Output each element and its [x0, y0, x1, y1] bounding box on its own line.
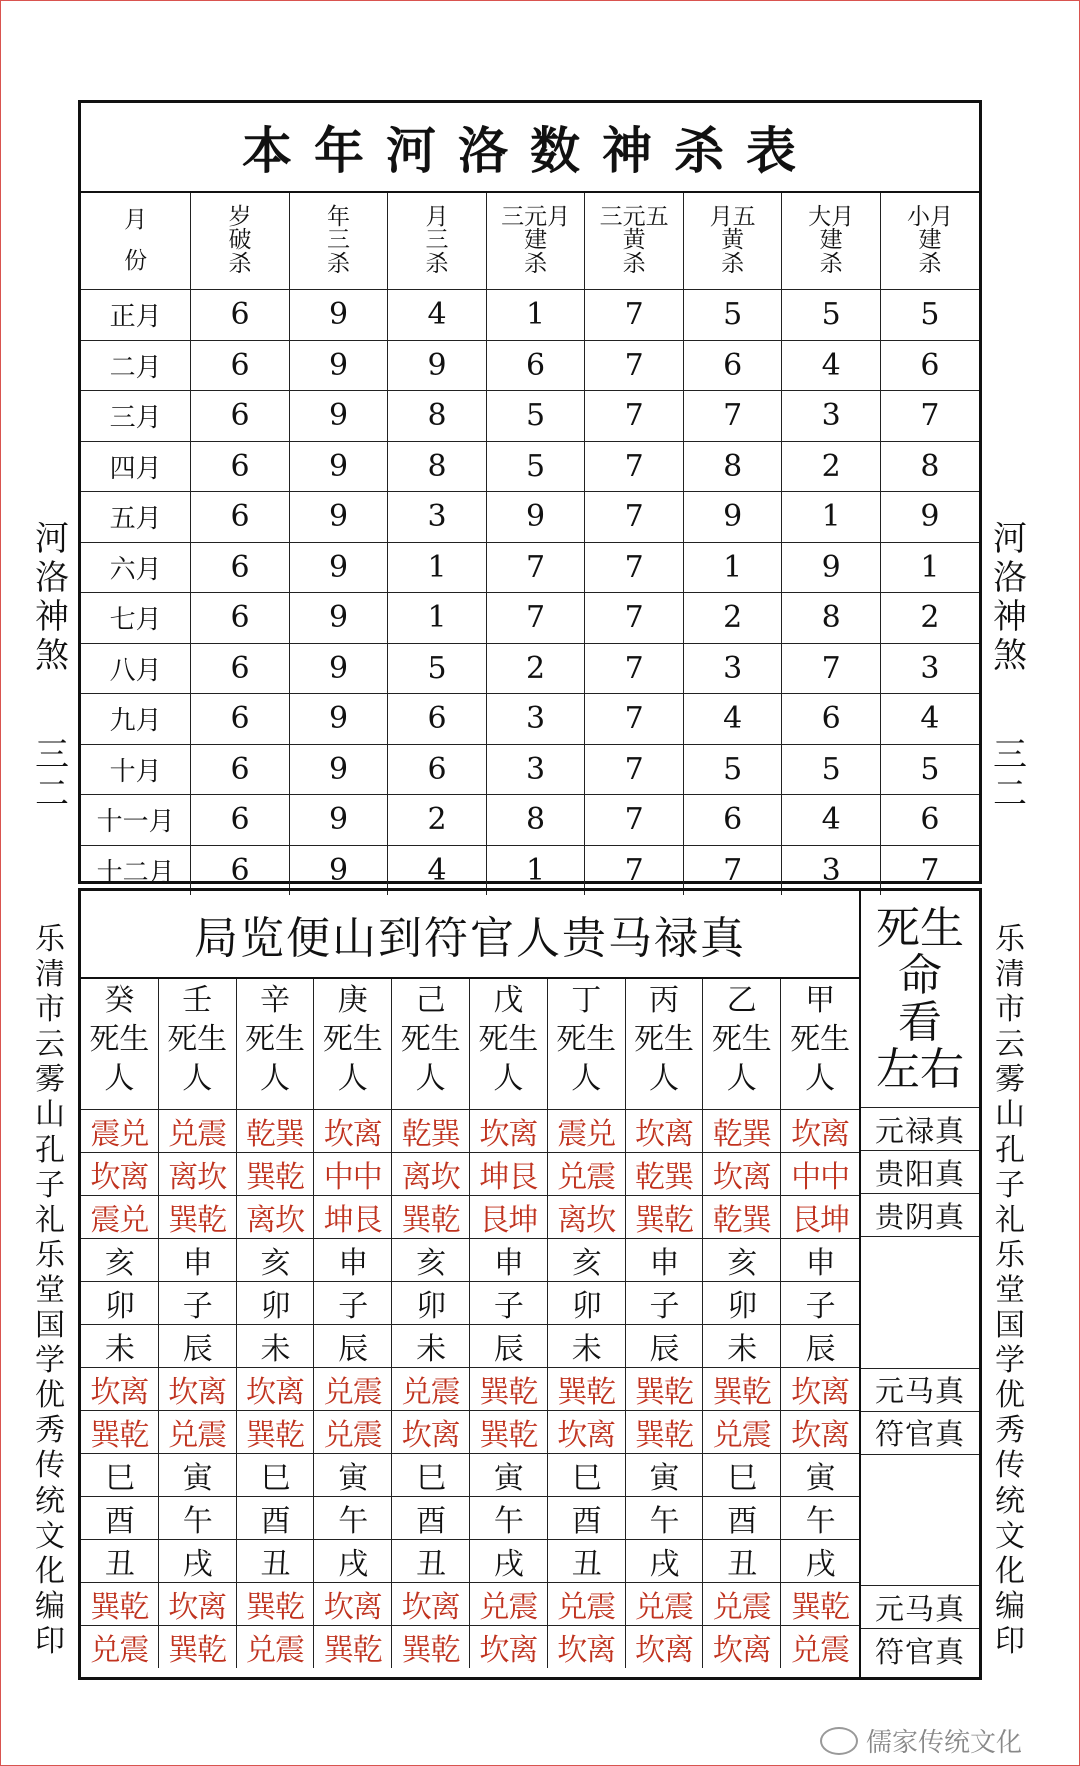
number-cell: 4 — [782, 340, 881, 391]
trigram-cell: 巽乾 — [159, 1626, 237, 1668]
number-cell: 7 — [585, 391, 684, 442]
number-cell: 7 — [585, 441, 684, 492]
trigram-cell: 震兑 — [81, 1110, 159, 1153]
branch-cell: 未 — [392, 1325, 470, 1368]
stem-header: 甲 死生 人 — [781, 979, 859, 1110]
column-header: 三元五 黄 杀 — [585, 193, 684, 290]
trigram-cell: 兑震 — [314, 1368, 392, 1411]
branch-cell: 午 — [159, 1497, 237, 1540]
column-header: 岁 破 杀 — [191, 193, 290, 290]
number-cell: 9 — [289, 542, 388, 593]
number-cell: 2 — [880, 593, 979, 644]
trigram-cell: 巽乾 — [237, 1411, 315, 1454]
left-side-number: 三 二 — [35, 735, 69, 815]
trigram-cell: 坎离 — [159, 1583, 237, 1626]
branch-cell: 未 — [548, 1325, 626, 1368]
trigram-cell: 坎离 — [781, 1110, 859, 1153]
trigram-cell: 中中 — [314, 1153, 392, 1196]
branch-cell: 辰 — [470, 1325, 548, 1368]
number-cell: 5 — [683, 744, 782, 795]
branch-cell: 辰 — [314, 1325, 392, 1368]
trigram-cell: 坎离 — [781, 1411, 859, 1454]
trigram-cell: 离坎 — [392, 1153, 470, 1196]
branch-cell: 未 — [237, 1325, 315, 1368]
lower-table-main — [81, 891, 861, 1677]
number-cell: 8 — [683, 441, 782, 492]
number-cell: 5 — [388, 643, 487, 694]
number-cell: 6 — [388, 744, 487, 795]
branch-cell: 亥 — [703, 1239, 781, 1282]
trigram-cell: 坎离 — [159, 1368, 237, 1411]
number-cell: 6 — [191, 845, 290, 895]
trigram-cell: 巽乾 — [470, 1368, 548, 1411]
watermark — [820, 1722, 1022, 1759]
branch-cell: 未 — [703, 1325, 781, 1368]
column-header: 大月 建 杀 — [782, 193, 881, 290]
month-cell: 三月 — [81, 391, 191, 442]
branch-cell: 巳 — [81, 1454, 159, 1497]
number-cell: 6 — [191, 492, 290, 543]
trigram-cell: 乾巽 — [703, 1110, 781, 1153]
trigram-cell: 巽乾 — [81, 1583, 159, 1626]
upper-table-title: 本年河洛数神杀表 — [81, 103, 979, 193]
stem-header: 壬 死生 人 — [159, 979, 237, 1110]
trigram-cell: 兑震 — [791, 1633, 850, 1668]
branch-cell: 戌 — [314, 1540, 392, 1583]
trigram-cell: 乾巽 — [392, 1110, 470, 1153]
number-cell: 8 — [782, 593, 881, 644]
number-cell: 6 — [782, 694, 881, 745]
number-cell: 3 — [782, 845, 881, 895]
column-header: 小月 建 杀 — [880, 193, 979, 290]
number-cell: 3 — [486, 694, 585, 745]
number-cell: 6 — [388, 694, 487, 745]
number-cell: 7 — [585, 845, 684, 895]
trigram-cell: 兑震 — [81, 1626, 159, 1668]
lower-side-header: 死生 命 看 左右 — [861, 891, 979, 1108]
number-cell: 5 — [683, 290, 782, 341]
right-side-number: 三 二 — [993, 735, 1027, 815]
row-label: 元马真 — [861, 1369, 979, 1412]
trigram-cell: 巽乾 — [392, 1626, 470, 1668]
branch-cell: 巳 — [703, 1454, 781, 1497]
trigram-cell: 坎离 — [470, 1110, 548, 1153]
trigram-cell: 中中 — [781, 1153, 859, 1196]
number-cell: 6 — [191, 795, 290, 846]
number-cell: 6 — [683, 340, 782, 391]
number-cell: 7 — [585, 290, 684, 341]
branch-cell: 卯 — [703, 1282, 781, 1325]
number-cell: 6 — [191, 593, 290, 644]
lower-table — [78, 888, 982, 1680]
branch-cell: 申 — [159, 1239, 237, 1282]
trigram-cell: 坎离 — [237, 1368, 315, 1411]
number-cell: 5 — [880, 290, 979, 341]
stem-header: 庚 死生 人 — [314, 979, 392, 1110]
row-label: 贵阴真 — [861, 1194, 979, 1237]
column-header: 月 份 — [81, 193, 191, 290]
number-cell: 8 — [388, 441, 487, 492]
branch-cell: 卯 — [548, 1282, 626, 1325]
month-cell: 六月 — [81, 542, 191, 593]
number-cell: 7 — [585, 795, 684, 846]
table-row — [81, 744, 979, 795]
trigram-cell: 巽乾 — [314, 1626, 392, 1668]
number-cell: 7 — [585, 744, 684, 795]
trigram-cell: 艮坤 — [470, 1196, 548, 1239]
trigram-cell: 巽乾 — [548, 1368, 626, 1411]
trigram-cell: 坎离 — [626, 1626, 704, 1668]
branch-cell: 酉 — [703, 1497, 781, 1540]
branch-cell: 子 — [470, 1282, 548, 1325]
lower-table-labels — [861, 891, 979, 1677]
trigram-cell: 兑震 — [703, 1411, 781, 1454]
number-cell: 6 — [486, 340, 585, 391]
number-cell: 2 — [388, 795, 487, 846]
left-credit: 乐 清 市 云 雾 山 孔 子 礼 乐 堂 国 学 优 秀 传 统 文 化 编 印 — [35, 922, 65, 1659]
branch-cell: 辰 — [626, 1325, 704, 1368]
number-cell: 9 — [289, 441, 388, 492]
number-cell: 1 — [486, 290, 585, 341]
wechat-icon — [820, 1727, 858, 1755]
branch-cell: 巳 — [392, 1454, 470, 1497]
branch-cell: 申 — [781, 1239, 859, 1282]
number-cell: 2 — [782, 441, 881, 492]
number-cell: 8 — [486, 795, 585, 846]
branch-cell: 戌 — [470, 1540, 548, 1583]
branch-cell: 戌 — [159, 1540, 237, 1583]
trigram-cell: 兑震 — [626, 1583, 704, 1626]
number-cell: 5 — [486, 441, 585, 492]
branch-cell: 巳 — [237, 1454, 315, 1497]
branch-cell: 亥 — [392, 1239, 470, 1282]
branch-cell: 卯 — [237, 1282, 315, 1325]
branch-cell: 寅 — [470, 1454, 548, 1497]
trigram-cell: 坤艮 — [314, 1196, 392, 1239]
row-label: 元马真 — [861, 1586, 979, 1629]
trigram-cell: 乾巽 — [703, 1196, 781, 1239]
number-cell: 3 — [388, 492, 487, 543]
number-cell: 6 — [191, 391, 290, 442]
column-header: 月五 黄 杀 — [683, 193, 782, 290]
branch-cell: 亥 — [81, 1239, 159, 1282]
table-row — [81, 441, 979, 492]
table-row — [81, 542, 979, 593]
month-cell: 正月 — [81, 290, 191, 341]
number-cell: 4 — [782, 795, 881, 846]
table-row — [81, 593, 979, 644]
trigram-cell: 离坎 — [159, 1153, 237, 1196]
trigram-cell: 巽乾 — [237, 1153, 315, 1196]
branch-cell: 巳 — [548, 1454, 626, 1497]
number-cell: 1 — [880, 542, 979, 593]
table-row — [81, 391, 979, 442]
stem-header: 癸 死生 人 — [81, 979, 159, 1110]
number-cell: 4 — [880, 694, 979, 745]
trigram-cell: 兑震 — [703, 1583, 781, 1626]
number-cell: 9 — [289, 290, 388, 341]
trigram-cell: 坎离 — [392, 1583, 470, 1626]
branch-cell: 丑 — [703, 1540, 781, 1583]
number-cell: 7 — [585, 694, 684, 745]
left-side-title: 河 洛 神 煞 — [35, 519, 69, 677]
column-header: 三元月 建 杀 — [486, 193, 585, 290]
month-cell: 九月 — [81, 694, 191, 745]
watermark-text: 儒家传统文化 — [866, 1728, 1023, 1758]
table-row — [81, 340, 979, 391]
trigram-cell: 巽乾 — [626, 1196, 704, 1239]
number-cell: 6 — [191, 643, 290, 694]
number-cell: 6 — [191, 744, 290, 795]
branch-cell: 午 — [626, 1497, 704, 1540]
trigram-cell: 坎离 — [626, 1110, 704, 1153]
branch-cell: 未 — [81, 1325, 159, 1368]
row-label: 符官真 — [874, 1634, 965, 1669]
number-cell: 7 — [683, 845, 782, 895]
row-label-blank — [861, 1455, 979, 1587]
trigram-cell: 巽乾 — [626, 1368, 704, 1411]
number-cell: 9 — [683, 492, 782, 543]
number-cell: 1 — [486, 845, 585, 895]
number-cell: 9 — [289, 694, 388, 745]
trigram-cell: 巽乾 — [81, 1411, 159, 1454]
number-cell: 9 — [289, 340, 388, 391]
branch-cell: 子 — [626, 1282, 704, 1325]
number-cell: 7 — [585, 542, 684, 593]
right-side-caption — [982, 520, 1038, 815]
trigram-cell: 离坎 — [237, 1196, 315, 1239]
trigram-cell: 巽乾 — [392, 1196, 470, 1239]
branch-cell: 亥 — [548, 1239, 626, 1282]
number-cell: 7 — [486, 593, 585, 644]
stem-header: 丙 死生 人 — [626, 979, 704, 1110]
stem-header: 己 死生 人 — [392, 979, 470, 1110]
trigram-cell: 巽乾 — [703, 1368, 781, 1411]
number-cell: 9 — [289, 391, 388, 442]
number-cell: 1 — [388, 593, 487, 644]
column-header: 年 三 杀 — [289, 193, 388, 290]
number-cell: 6 — [880, 795, 979, 846]
shensha-number-table — [81, 193, 979, 895]
number-cell: 2 — [486, 643, 585, 694]
branch-cell: 子 — [781, 1282, 859, 1325]
number-cell: 7 — [880, 845, 979, 895]
month-cell: 四月 — [81, 441, 191, 492]
number-cell: 5 — [782, 744, 881, 795]
trigram-cell: 乾巽 — [626, 1153, 704, 1196]
month-cell: 二月 — [81, 340, 191, 391]
trigram-cell: 坎离 — [781, 1368, 859, 1411]
branch-cell: 午 — [781, 1497, 859, 1540]
number-cell: 2 — [683, 593, 782, 644]
number-cell: 6 — [683, 795, 782, 846]
branch-cell: 亥 — [237, 1239, 315, 1282]
trigram-cell: 巽乾 — [781, 1583, 859, 1626]
branch-cell: 申 — [626, 1239, 704, 1282]
trigram-cell: 震兑 — [81, 1196, 159, 1239]
month-cell: 十一月 — [81, 795, 191, 846]
number-cell: 5 — [782, 290, 881, 341]
trigram-cell: 坎离 — [392, 1411, 470, 1454]
branch-cell: 寅 — [314, 1454, 392, 1497]
table-row — [81, 290, 979, 341]
branch-cell: 酉 — [237, 1497, 315, 1540]
trigram-cell: 兑震 — [548, 1583, 626, 1626]
right-side-title: 河 洛 神 煞 — [993, 519, 1027, 677]
branch-cell: 申 — [470, 1239, 548, 1282]
number-cell: 9 — [289, 643, 388, 694]
trigram-cell: 坎离 — [81, 1368, 159, 1411]
branch-cell: 寅 — [781, 1454, 859, 1497]
trigram-cell: 坎离 — [703, 1626, 781, 1668]
branch-cell: 丑 — [81, 1540, 159, 1583]
number-cell: 9 — [289, 795, 388, 846]
trigram-cell: 兑震 — [159, 1411, 237, 1454]
number-cell: 8 — [388, 391, 487, 442]
lower-grid — [81, 979, 859, 1668]
number-cell: 6 — [191, 441, 290, 492]
branch-cell: 卯 — [392, 1282, 470, 1325]
number-cell: 4 — [388, 290, 487, 341]
branch-cell: 戌 — [626, 1540, 704, 1583]
number-cell: 3 — [683, 643, 782, 694]
trigram-cell: 离坎 — [548, 1196, 626, 1239]
row-label: 贵阳真 — [861, 1151, 979, 1194]
trigram-cell: 坎离 — [314, 1583, 392, 1626]
trigram-cell: 巽乾 — [159, 1196, 237, 1239]
number-cell: 6 — [191, 340, 290, 391]
stem-header: 乙 死生 人 — [703, 979, 781, 1110]
branch-cell: 卯 — [81, 1282, 159, 1325]
month-cell: 八月 — [81, 643, 191, 694]
number-cell: 7 — [880, 391, 979, 442]
trigram-cell: 兑震 — [237, 1626, 315, 1668]
number-cell: 6 — [191, 290, 290, 341]
number-cell: 6 — [880, 340, 979, 391]
branch-cell: 酉 — [81, 1497, 159, 1540]
row-label: 符官真 — [861, 1412, 979, 1455]
number-cell: 7 — [585, 593, 684, 644]
branch-cell: 辰 — [781, 1325, 859, 1368]
number-cell: 9 — [289, 593, 388, 644]
stem-header: 戊 死生 人 — [470, 979, 548, 1110]
number-cell: 7 — [585, 340, 684, 391]
number-cell: 9 — [388, 340, 487, 391]
trigram-cell: 震兑 — [548, 1110, 626, 1153]
branch-cell: 子 — [159, 1282, 237, 1325]
table-row — [81, 643, 979, 694]
branch-cell: 午 — [470, 1497, 548, 1540]
trigram-cell: 兑震 — [548, 1153, 626, 1196]
trigram-cell: 兑震 — [392, 1368, 470, 1411]
branch-cell: 丑 — [548, 1540, 626, 1583]
stem-header: 辛 死生 人 — [237, 979, 315, 1110]
table-row — [81, 795, 979, 846]
branch-cell: 寅 — [626, 1454, 704, 1497]
table-row — [81, 492, 979, 543]
number-cell: 3 — [880, 643, 979, 694]
number-cell: 7 — [585, 643, 684, 694]
trigram-cell: 巽乾 — [626, 1411, 704, 1454]
branch-cell: 丑 — [237, 1540, 315, 1583]
lower-table-title: 局览便山到符官人贵马禄真 — [81, 891, 859, 979]
left-side-caption — [24, 520, 80, 815]
number-cell: 9 — [486, 492, 585, 543]
trigram-cell: 坎离 — [470, 1626, 548, 1668]
trigram-cell: 巽乾 — [470, 1411, 548, 1454]
row-label-blank — [861, 1237, 979, 1369]
number-cell: 4 — [388, 845, 487, 895]
number-cell: 9 — [289, 744, 388, 795]
number-cell: 3 — [782, 391, 881, 442]
trigram-cell: 坎离 — [81, 1153, 159, 1196]
right-credit: 乐 清 市 云 雾 山 孔 子 礼 乐 堂 国 学 优 秀 传 统 文 化 编 印 — [995, 922, 1025, 1659]
number-cell: 9 — [782, 542, 881, 593]
trigram-cell: 坎离 — [703, 1153, 781, 1196]
trigram-cell: 巽乾 — [237, 1583, 315, 1626]
number-cell: 7 — [683, 391, 782, 442]
trigram-cell: 兑震 — [470, 1583, 548, 1626]
branch-cell: 丑 — [392, 1540, 470, 1583]
branch-cell: 辰 — [159, 1325, 237, 1368]
branch-cell: 戌 — [781, 1540, 859, 1583]
number-cell: 3 — [486, 744, 585, 795]
column-header: 月 三 杀 — [388, 193, 487, 290]
number-cell: 6 — [191, 694, 290, 745]
trigram-cell: 兑震 — [314, 1411, 392, 1454]
trigram-cell: 兑震 — [159, 1110, 237, 1153]
trigram-cell: 坎离 — [548, 1411, 626, 1454]
month-cell: 十月 — [81, 744, 191, 795]
number-cell: 1 — [683, 542, 782, 593]
number-cell: 9 — [289, 492, 388, 543]
trigram-cell: 乾巽 — [237, 1110, 315, 1153]
number-cell: 5 — [880, 744, 979, 795]
stem-header: 丁 死生 人 — [548, 979, 626, 1110]
number-cell: 6 — [191, 542, 290, 593]
number-cell: 9 — [289, 845, 388, 895]
number-cell: 1 — [782, 492, 881, 543]
number-cell: 9 — [880, 492, 979, 543]
number-cell: 5 — [486, 391, 585, 442]
number-cell: 7 — [782, 643, 881, 694]
number-cell: 7 — [585, 492, 684, 543]
trigram-cell: 坎离 — [548, 1626, 626, 1668]
branch-cell: 寅 — [159, 1454, 237, 1497]
upper-table — [78, 100, 982, 888]
number-cell: 4 — [683, 694, 782, 745]
trigram-cell: 坤艮 — [470, 1153, 548, 1196]
branch-cell: 午 — [314, 1497, 392, 1540]
branch-cell: 酉 — [392, 1497, 470, 1540]
number-cell: 1 — [388, 542, 487, 593]
month-cell: 五月 — [81, 492, 191, 543]
trigram-cell: 坎离 — [314, 1110, 392, 1153]
number-cell: 8 — [880, 441, 979, 492]
number-cell: 7 — [486, 542, 585, 593]
branch-cell: 子 — [314, 1282, 392, 1325]
month-cell: 七月 — [81, 593, 191, 644]
table-row — [81, 694, 979, 745]
row-label: 元禄真 — [861, 1108, 979, 1151]
branch-cell: 申 — [314, 1239, 392, 1282]
trigram-cell: 艮坤 — [781, 1196, 859, 1239]
month-cell: 十二月 — [81, 845, 191, 895]
branch-cell: 酉 — [548, 1497, 626, 1540]
